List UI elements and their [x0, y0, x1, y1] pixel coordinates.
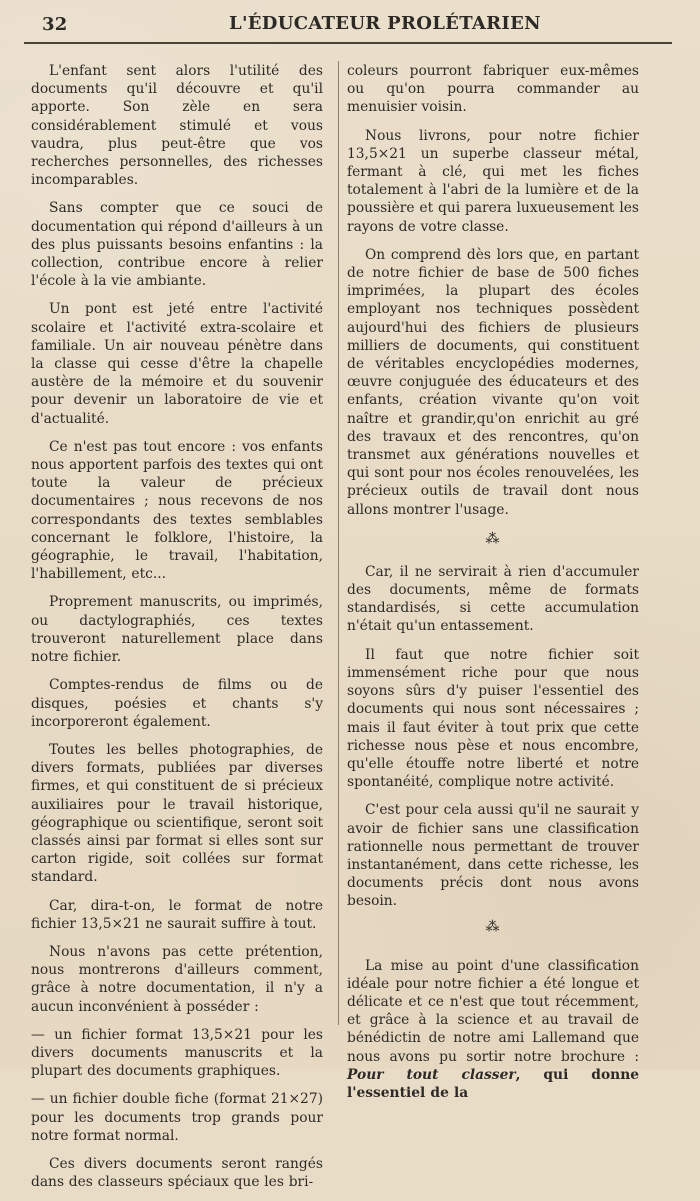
running-title: L'ÉDUCATEUR PROLÉTARIEN [229, 13, 541, 34]
left-paragraph-11: — un fichier double fiche (format 21×27) pour les documents trop grands pour notre format normal. [31, 1091, 323, 1144]
brochure-title: Pour tout classer [347, 1066, 516, 1083]
left-paragraph-3: Un pont est jeté entre l'activité scolaire et l'activité extra-scolaire et familiale. Un air nouveau pénètre dans la classe qui cesse d'être la chapelle austère de la mémoire et du souvenir pour devenir un laboratoire de vie et d'actualité. [31, 301, 323, 427]
section-separator-1: ⁂ [485, 530, 501, 547]
right-paragraph-7 [347, 957, 639, 1103]
left-paragraph-10: — un fichier format 13,5×21 pour les divers documents manuscrits et la plupart des documents graphiques. [31, 1026, 323, 1080]
left-paragraph-8: Car, dira-t-on, le format de notre fichier 13,5×21 ne saurait suffire à tout. [31, 897, 323, 932]
header-rule [24, 42, 672, 44]
page-header [28, 12, 678, 44]
left-paragraph-2: Sans compter que ce souci de documentation qui répond d'ailleurs à un des plus puissants besoins enfantins : la collection, contribue encore à relier l'école à la vie ambiante. [31, 200, 323, 290]
page-number: 32 [42, 14, 68, 35]
right-paragraph-5: Il faut que notre fichier soit immensément riche pour que nous soyons sûrs d'y puiser l'essentiel des documents qui nous sont nécessaires ; mais il faut éviter à tout prix que cette richesse nous pèse et nous encombre, qu'elle étouffe notre liberté et notre spontanéité, complique notre activité. [347, 646, 639, 791]
left-paragraph-6: Comptes-rendus de films ou de disques, poésies et chants s'y incorporeront également. [31, 677, 323, 730]
left-paragraph-7: Toutes les belles photographies, de divers formats, publiées par diverses firmes, et qui constituent de si précieux auxiliaires pour le travail historique, géographique ou scientifique, seront soit classés ainsi par format si elles sont sur carton rigide, soit collées sur format standard. [31, 741, 323, 886]
column-divider [338, 61, 339, 1025]
right-paragraph-7-tail: , qui donne l'essentiel de la [347, 1066, 639, 1101]
left-paragraph-9: Nous n'avons pas cette prétention, nous montrerons d'ailleurs comment, grâce à notre documentation, il n'y a aucun inconvénient à posséder : [31, 943, 323, 1015]
left-paragraph-4: Ce n'est pas tout encore : vos enfants nous apportent parfois des textes qui ont toute la valeur de précieux documentaires ; nous recevons de nos correspondants des textes semblables concernant le folklore, l'histoire, la géographie, le travail, l'habitation, l'habillement, etc... [31, 438, 323, 583]
right-paragraph-6: C'est pour cela aussi qu'il ne saurait y avoir de fichier sans une classification rationnelle nous permettant de trouver instantanément, dans cette richesse, les documents précis dont nous avons besoin. [347, 802, 639, 910]
section-separator-2: ⁂ [485, 918, 501, 935]
right-paragraph-2: Nous livrons, pour notre fichier 13,5×21 un superbe classeur métal, fermant à clé, qui met les fiches totalement à l'abri de la lumière et de la poussière et qui parera luxueusement les rayons de votre classe. [347, 127, 639, 235]
left-column [31, 62, 323, 1201]
right-paragraph-7-text: La mise au point d'une classification idéale pour notre fichier a été longue et délicate et ce n'est que tout récemment, et grâce à la science et au travail de bénédictin de notre ami Lallemand que nous avons pu sortir notre brochure : [347, 957, 639, 1065]
right-paragraph-3: On comprend dès lors que, en partant de notre fichier de base de 500 fiches imprimées, la plupart des écoles employant nos techniques possèdent aujourd'hui des fichiers de plusieurs milliers de documents, qui constituent de véritables encyclopédies modernes, œuvre conjuguée des éducateurs et des enfants, création vivante qu'on voit naître et grandir,qu'on enrichit au gré des travaux et des rencontres, qu'on transmet aux générations nouvelles et qui sont pour nos écoles renouvelées, les précieux outils de travail dont nous allons montrer l'usage. [347, 246, 639, 518]
right-paragraph-4: Car, il ne servirait à rien d'accumuler des documents, même de formats standardisés, si cette accumulation n'était qu'un entassement. [347, 563, 639, 635]
right-column [347, 62, 639, 1112]
left-paragraph-1: L'enfant sent alors l'utilité des documents qu'il découvre et qu'il apporte. Son zèle en sera considérablement stimulé et vous vaudra, plus peut-être que vos recherches personnelles, des richesses incomparables. [31, 63, 323, 189]
right-paragraph-1: coleurs pourront fabriquer eux-mêmes ou qu'on pourra commander au menuisier voisin. [347, 63, 639, 116]
left-paragraph-12: Ces divers documents seront rangés dans des classeurs spéciaux que les bri- [31, 1155, 323, 1191]
left-paragraph-5: Proprement manuscrits, ou imprimés, ou dactylographiés, ces textes trouveront naturellement place dans notre fichier. [31, 594, 323, 666]
